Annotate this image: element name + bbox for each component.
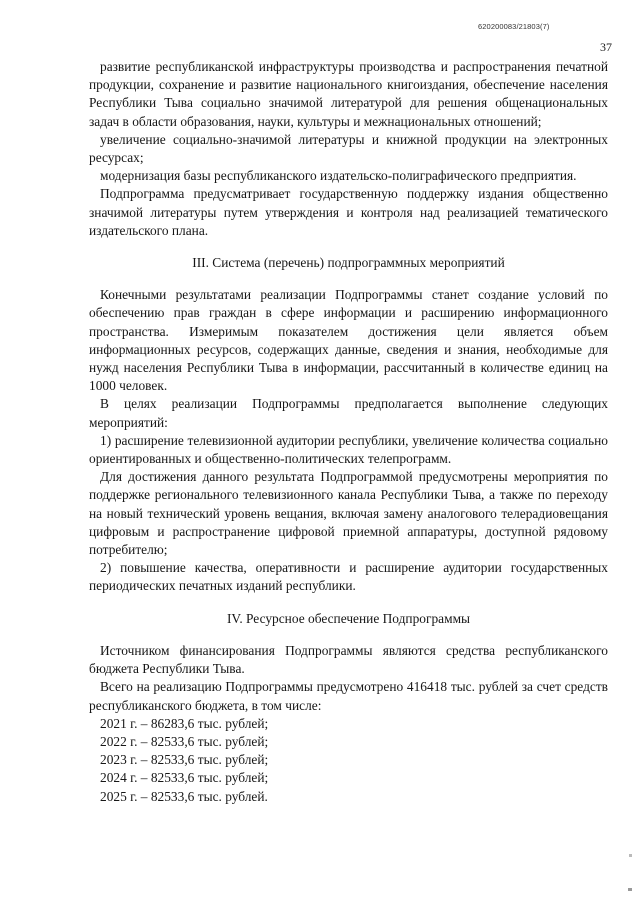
budget-year-line: 2025 г. – 82533,6 тыс. рублей. [100, 788, 268, 804]
paragraph: В целях реализации Подпрограммы предполагается выполнение следующих мероприятий: [89, 396, 608, 430]
paragraph: Всего на реализацию Подпрограммы предусмотрено 416418 тыс. рублей за счет средств республиканского бюджета, в том числе: [89, 679, 608, 713]
budget-year-line: 2024 г. – 82533,6 тыс. рублей; [100, 770, 269, 786]
scan-speck [629, 854, 632, 857]
section-heading: III. Система (перечень) подпрограммных мероприятий [192, 255, 505, 271]
budget-year-line: 2021 г. – 86283,6 тыс. рублей; [100, 715, 269, 731]
paragraph: увеличение социально-значимой литературы и книжной продукции на электронных ресурсах; [89, 131, 608, 166]
paragraph: развитие республиканской инфраструктуры производства и распространения печатной продукции, сохранение и развитие национального книгоиздания, обеспечение населения Республики Тыва социально значимой литературой для решения общенациональных задач в области образования, науки, культуры и межнациональных отношений; [89, 59, 608, 129]
paragraph: Источником финансирования Подпрограммы являются средства республиканского бюджета Республики Тыва. [89, 642, 608, 677]
budget-year-line: 2023 г. – 82533,6 тыс. рублей; [100, 752, 269, 768]
paragraph: 1) расширение телевизионной аудитории республики, увеличение количества социально ориентированных и общественно-политических телепрограмм. [89, 432, 608, 467]
document-body [89, 58, 608, 806]
document-id: 620200083/21803(7) [478, 22, 550, 31]
budget-year-line: 2022 г. – 82533,6 тыс. рублей; [100, 733, 269, 749]
paragraph: 2) повышение качества, оперативности и расширение аудитории государственных периодических печатных изданий республики. [89, 560, 608, 594]
paragraph: Для достижения данного результата Подпрограммой предусмотрены мероприятия по поддержке регионального телевизионного канала Республики Тыва, а также по переходу на новый технический уровень вещания, включая замену аналогового телерадиовещания цифровым и распространение цифровой приемной аппаратуры, доступной рядовому потребителю; [89, 469, 608, 558]
paragraph: модернизация базы республиканского издательско-полиграфического предприятия. [100, 168, 577, 184]
paragraph: Конечными результатами реализации Подпрограммы станет создание условий по обеспечению прав граждан в сфере информации и расширению информационного пространства. Измеримым показателем достижения цели является объем информационных ресурсов, содержащих данные, сведения и знания, необходимые для нужд населения Республики Тыва в информации, рассчитанный в количестве единиц на 1000 человек. [89, 287, 608, 394]
scan-speck [628, 888, 632, 891]
paragraph: Подпрограмма предусматривает государственную поддержку издания общественно значимой литературы путем утверждения и контроля над реализацией тематического издательского плана. [89, 186, 608, 238]
page-number: 37 [600, 40, 612, 54]
section-heading: IV. Ресурсное обеспечение Подпрограммы [226, 610, 471, 626]
